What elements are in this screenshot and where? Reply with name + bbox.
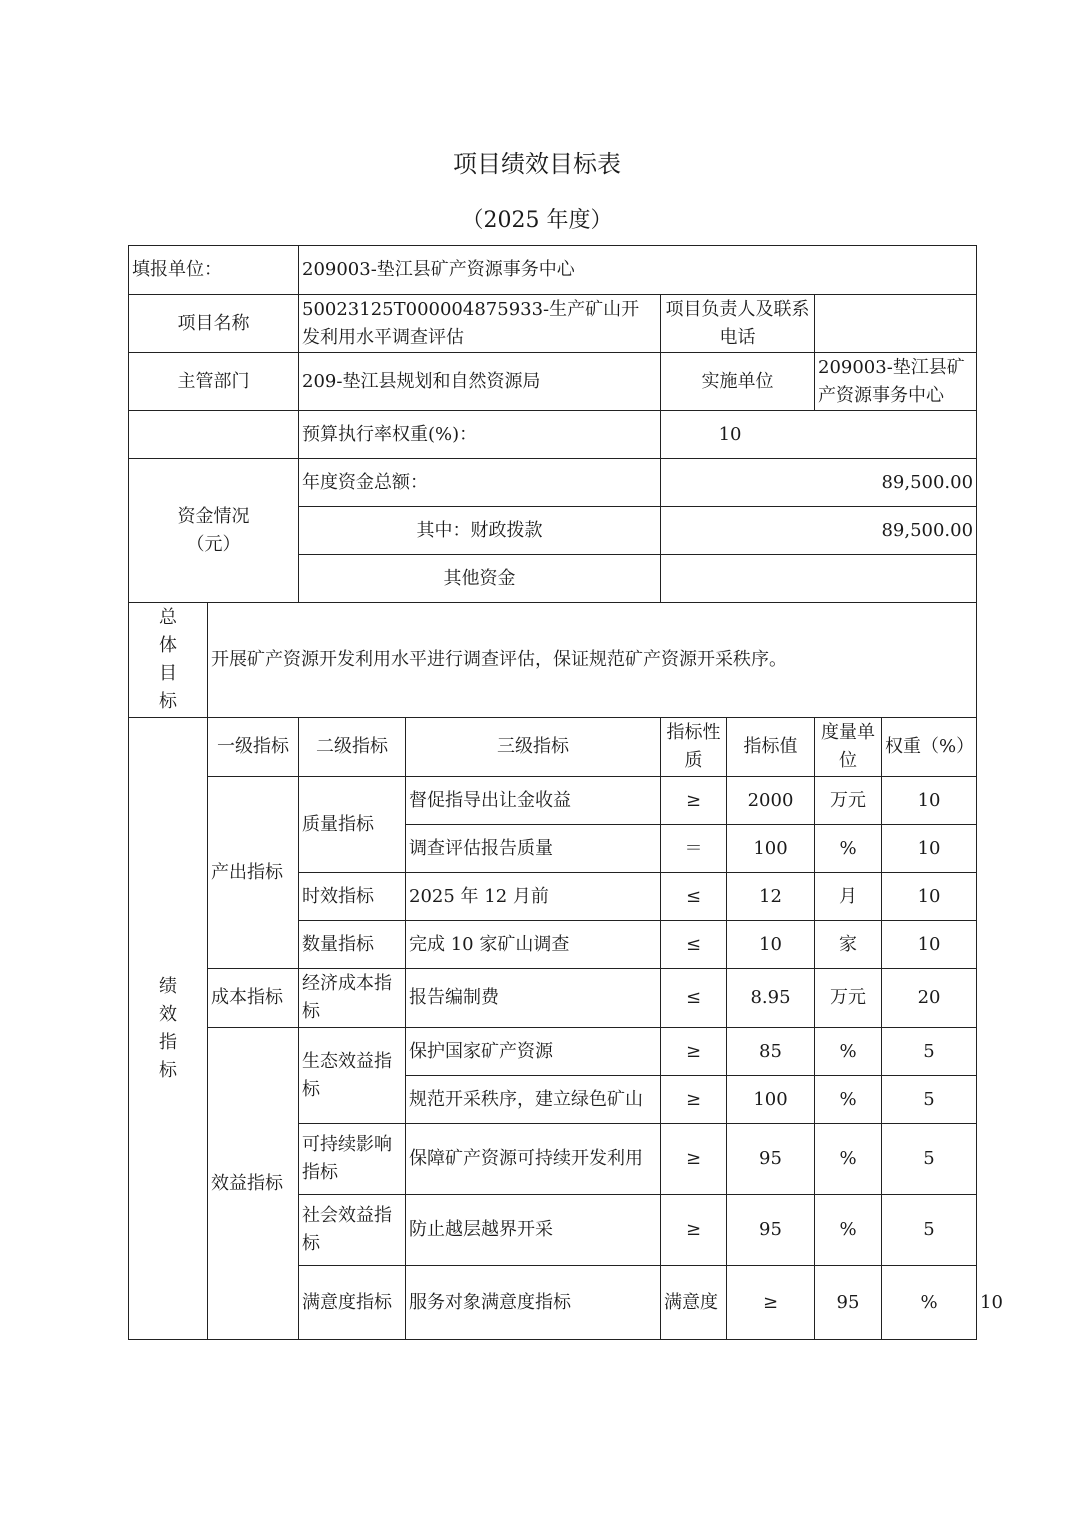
level2-social: 社会效益指标 bbox=[299, 1195, 406, 1266]
indicator-unit: % bbox=[882, 1266, 977, 1340]
indicator-weight: 5 bbox=[882, 1195, 977, 1266]
indicator-value: 10 bbox=[727, 921, 815, 969]
indicator-weight: 10 bbox=[882, 777, 977, 825]
indicator-weight: 5 bbox=[882, 1076, 977, 1124]
indicator-name: 保障矿产资源可持续开发利用 bbox=[406, 1124, 661, 1195]
indicator-nature: ≥ bbox=[661, 1195, 727, 1266]
indicator-value: 8.95 bbox=[727, 969, 815, 1028]
funds-label-text: 资金情况（元） bbox=[177, 505, 250, 555]
indicator-unit: 万元 bbox=[815, 969, 882, 1028]
indicator-nature: ＝ bbox=[661, 825, 727, 873]
budget-weight-value: 10 bbox=[661, 411, 977, 459]
funds-total-label: 年度资金总额： bbox=[299, 459, 661, 507]
indicator-value: 85 bbox=[727, 1028, 815, 1076]
level1-benefit: 效益指标 bbox=[208, 1028, 299, 1340]
indicator-weight: 5 bbox=[882, 1028, 977, 1076]
impl-value: 209003-垫江县矿产资源事务中心 bbox=[815, 353, 977, 411]
level2-quantity: 数量指标 bbox=[299, 921, 406, 969]
indicator-unit: 月 bbox=[815, 873, 882, 921]
impl-label: 实施单位 bbox=[661, 353, 815, 411]
goal-text: 开展矿产资源开发利用水平进行调查评估，保证规范矿产资源开采秩序。 bbox=[208, 603, 977, 718]
indicator-nature: ≥ bbox=[661, 777, 727, 825]
project-name-value: 50023125T000004875933-生产矿山开发利用水平调查评估 bbox=[299, 295, 661, 353]
budget-weight-spacer bbox=[129, 411, 299, 459]
indicator-name: 规范开采秩序，建立绿色矿山 bbox=[406, 1076, 661, 1124]
indicator-nature: ≥ bbox=[661, 1124, 727, 1195]
level2-ecological: 生态效益指标 bbox=[299, 1028, 406, 1124]
indicator-value: 100 bbox=[727, 825, 815, 873]
level2-service-satisfaction: 服务对象满意度指标 bbox=[406, 1266, 661, 1340]
col-header-value: 指标值 bbox=[727, 718, 815, 777]
indicator-unit: % bbox=[815, 1076, 882, 1124]
indicator-nature: ≥ bbox=[661, 1028, 727, 1076]
indicator-value: 12 bbox=[727, 873, 815, 921]
col-header-nature: 指标性质 bbox=[661, 718, 727, 777]
level2-economic-cost: 经济成本指标 bbox=[299, 969, 406, 1028]
unit-value: 209003-垫江县矿产资源事务中心 bbox=[299, 246, 977, 295]
indicator-name: 报告编制费 bbox=[406, 969, 661, 1028]
indicator-name: 防止越层越界开采 bbox=[406, 1195, 661, 1266]
funds-fiscal-label: 其中：财政拨款 bbox=[299, 507, 661, 555]
funds-label bbox=[129, 459, 299, 603]
funds-other-label: 其他资金 bbox=[299, 555, 661, 603]
indicator-nature: ≤ bbox=[661, 969, 727, 1028]
level2-timeliness: 时效指标 bbox=[299, 873, 406, 921]
indicator-unit: 万元 bbox=[815, 777, 882, 825]
indicator-nature: ≥ bbox=[727, 1266, 815, 1340]
level1-satisfaction: 满意度指标 bbox=[299, 1266, 406, 1340]
document-title: 项目绩效目标表 bbox=[453, 150, 621, 178]
indicator-nature: ≤ bbox=[661, 873, 727, 921]
indicator-name: 调查评估报告质量 bbox=[406, 825, 661, 873]
leader-value bbox=[815, 295, 977, 353]
indicator-nature: ≥ bbox=[661, 1076, 727, 1124]
indicator-unit: 家 bbox=[815, 921, 882, 969]
indicator-nature: ≤ bbox=[661, 921, 727, 969]
indicator-unit: % bbox=[815, 825, 882, 873]
funds-fiscal-value: 89,500.00 bbox=[661, 507, 977, 555]
level1-cost: 成本指标 bbox=[208, 969, 299, 1028]
indicator-name: 满意度 bbox=[661, 1266, 727, 1340]
indicator-weight: 20 bbox=[882, 969, 977, 1028]
level2-quality: 质量指标 bbox=[299, 777, 406, 873]
indicator-name: 完成 10 家矿山调查 bbox=[406, 921, 661, 969]
dept-label: 主管部门 bbox=[129, 353, 299, 411]
indicator-weight: 10 bbox=[882, 921, 977, 969]
budget-weight-label: 预算执行率权重(%)： bbox=[299, 411, 661, 459]
indicator-value: 2000 bbox=[727, 777, 815, 825]
indicator-value: 95 bbox=[727, 1195, 815, 1266]
performance-target-table: 填报单位： 209003-垫江县矿产资源事务中心 项目名称 50023125T000004875933-生产矿山开发利用水平调查评估 项目负责人及联系电话 主管部门 209-垫江县规划和自然资源局 实施单位 209003-垫江县矿产资源事务中心 预算执行率权重(%)： 10 资金情况（元） 年度资金总额： 89,500.00 其中：财政拨款 89,500.00 其他资金 总体目标 开展矿产资源开发利用水平进行调查评估，保证规范矿产资源开采秩序。 绩效指标 一级指标 二级指标 三级指标 指标性质 指标值 度量单位 权重（%） 产出指标 质量指标 督促指导出让金收益 ≥ 2000 万元 10 调查评估报告质量 ＝ 100 % 10 时效指标 2025 年 12 月前 ≤ 12 月 10 数量指标 完成 10 家矿山调查 ≤ 10 家 10 成本指标 经济成本指标 报告编制费 ≤ 8.95 万元 20 效益指标 生态效益指标 保护国家矿产资源 ≥ 85 % 5 规范开采秩序，建立绿色矿山 ≥ 100 % 5 可持续影响指标 保障矿产资源可持续开发利用 ≥ 95 % 5 社会效益指标 防止越层越界开采 ≥ 95 % 5 满意度指标 服务对象满意度指标 满意度 ≥ 95 % 10 bbox=[128, 245, 977, 1340]
project-name-label: 项目名称 bbox=[129, 295, 299, 353]
indicator-unit: % bbox=[815, 1195, 882, 1266]
col-header-level2: 二级指标 bbox=[299, 718, 406, 777]
level2-sustainable: 可持续影响指标 bbox=[299, 1124, 406, 1195]
indicator-name: 督促指导出让金收益 bbox=[406, 777, 661, 825]
indicator-value: 95 bbox=[727, 1124, 815, 1195]
indicator-weight: 10 bbox=[882, 873, 977, 921]
indicator-unit: % bbox=[815, 1124, 882, 1195]
goal-label bbox=[129, 603, 208, 718]
col-header-level3: 三级指标 bbox=[406, 718, 661, 777]
col-header-weight: 权重（%） bbox=[882, 718, 977, 777]
leader-label: 项目负责人及联系电话 bbox=[661, 295, 815, 353]
funds-other-value bbox=[661, 555, 977, 603]
unit-label: 填报单位： bbox=[129, 246, 299, 295]
indicator-value: 95 bbox=[815, 1266, 882, 1340]
goal-label-text: 总体目标 bbox=[159, 607, 177, 712]
indicators-label bbox=[129, 718, 208, 1340]
col-header-unit: 度量单位 bbox=[815, 718, 882, 777]
dept-value: 209-垫江县规划和自然资源局 bbox=[299, 353, 661, 411]
indicators-label-text: 绩效指标 bbox=[159, 975, 177, 1081]
col-header-level1: 一级指标 bbox=[208, 718, 299, 777]
indicator-unit: % bbox=[815, 1028, 882, 1076]
document-subtitle: （2025 年度） bbox=[461, 208, 613, 233]
indicator-value: 100 bbox=[727, 1076, 815, 1124]
funds-total-value: 89,500.00 bbox=[661, 459, 977, 507]
indicator-name: 2025 年 12 月前 bbox=[406, 873, 661, 921]
indicator-weight: 5 bbox=[882, 1124, 977, 1195]
level1-output: 产出指标 bbox=[208, 777, 299, 969]
indicator-weight: 10 bbox=[882, 825, 977, 873]
indicator-name: 保护国家矿产资源 bbox=[406, 1028, 661, 1076]
